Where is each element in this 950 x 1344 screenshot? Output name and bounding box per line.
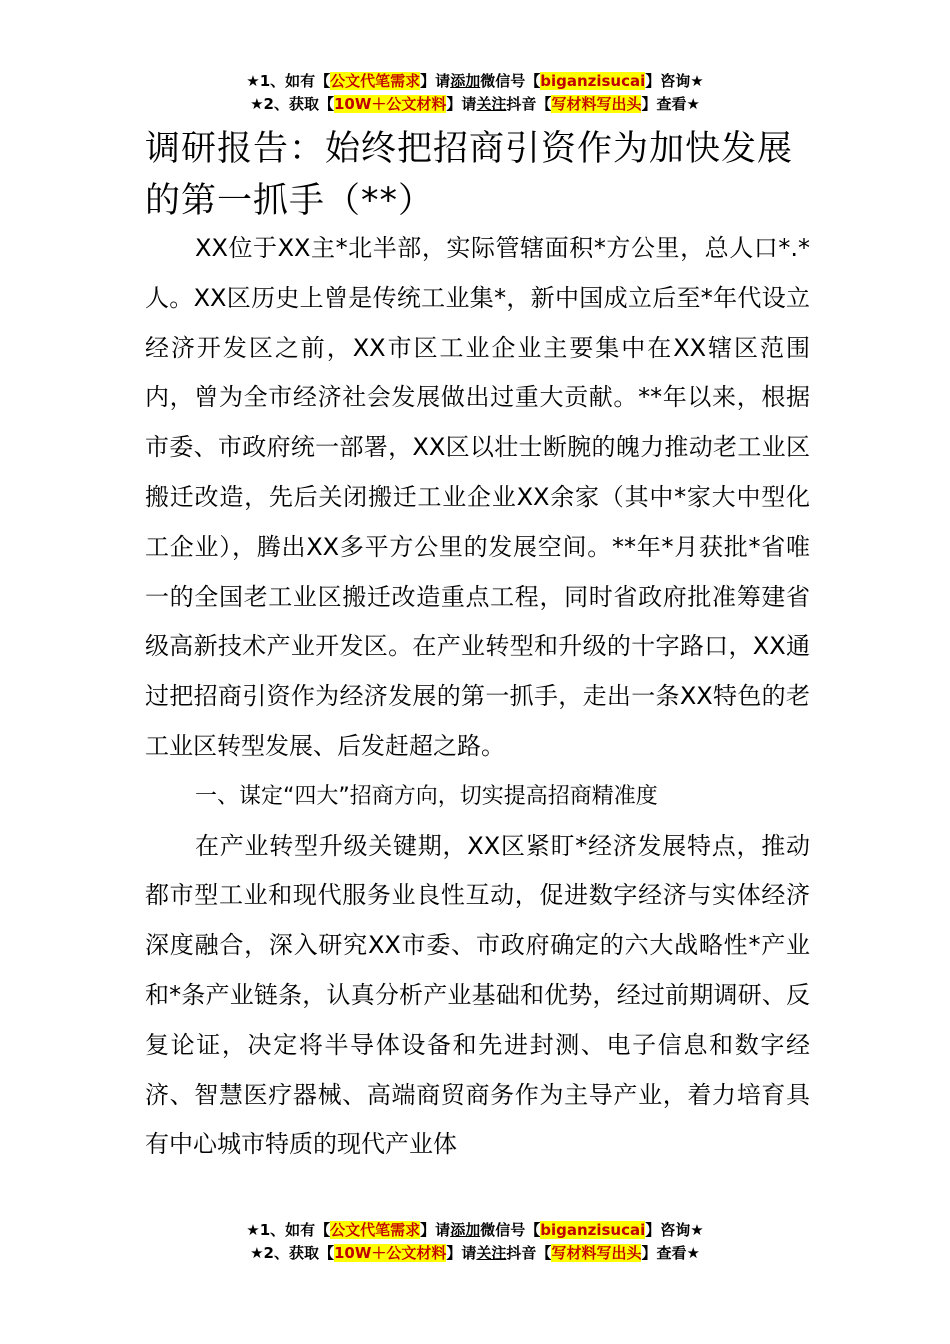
banner-text: 】查看★ bbox=[641, 1244, 700, 1262]
banner-highlight: 公文代笔需求 bbox=[330, 1221, 421, 1239]
footer-banner-line-2 bbox=[0, 1242, 950, 1264]
banner-text: 】咨询★ bbox=[645, 72, 704, 90]
banner-underline: 关注 bbox=[476, 95, 507, 113]
banner-highlight: 10W＋公文材料 bbox=[333, 1244, 447, 1262]
paragraph-intro: XX位于XX主*北半部，实际管辖面积*方公里，总人口*.*人。XX区历史上曾是传统工业集*，新中国成立后至*年代设立经济开发区之前，XX市区工业企业主要集中在XX辖区范围内，曾为全市经济社会发展做出过重大贡献。**年以来，根据市委、市政府统一部署，XX区以壮士断腕的魄力推动老工业区搬迁改造，先后关闭搬迁工业企业XX余家（其中*家大中型化工企业），腾出XX多平方公里的发展空间。**年*月获批*省唯一的全国老工业区搬迁改造重点工程，同时省政府批准筹建省级高新技术产业开发区。在产业转型和升级的十字路口，XX通过把招商引资作为经济发展的第一抓手，走出一条XX特色的老工业区转型发展、后发赶超之路。 bbox=[145, 234, 810, 760]
banner-underline: 添加 bbox=[450, 72, 481, 90]
paragraph-section-1: 在产业转型升级关键期，XX区紧盯*经济发展特点，推动都市型工业和现代服务业良性互动，促进数字经济与实体经济深度融合，深入研究XX市委、市政府确定的六大战略性*产业和*条产业链条，认真分析产业基础和优势，经过前期调研、反复论证，决定将半导体设备和先进封测、电子信息和数字经济、智慧医疗器械、高端商贸商务作为主导产业，着力培育具有中心城市特质的现代产业体 bbox=[145, 831, 810, 1159]
document-title: 调研报告：始终把招商引资作为加快发展的第一抓手（**） bbox=[145, 129, 794, 221]
section-heading: 一、谋定“四大”招商方向，切实提高招商精准度 bbox=[195, 783, 658, 809]
banner-highlight: 公文代笔需求 bbox=[330, 72, 421, 90]
header-banner-line-1 bbox=[0, 70, 950, 92]
banner-underline: 添加 bbox=[450, 1221, 481, 1239]
document-body bbox=[145, 224, 810, 1170]
banner-text: ★2、获取【 bbox=[250, 1244, 334, 1262]
banner-underline: 关注 bbox=[476, 1244, 507, 1262]
banner-text: 】请 bbox=[420, 72, 451, 90]
banner-text: ★2、获取【 bbox=[250, 95, 334, 113]
banner-text: 抖音【 bbox=[506, 1244, 552, 1262]
banner-text: 】请 bbox=[446, 95, 477, 113]
banner-text: 抖音【 bbox=[506, 95, 552, 113]
banner-text: ★1、如有【 bbox=[246, 72, 331, 90]
banner-text: 】请 bbox=[420, 1221, 451, 1239]
banner-text: 微信号【 bbox=[480, 1221, 541, 1239]
banner-text: 】查看★ bbox=[641, 95, 700, 113]
banner-text: 】咨询★ bbox=[645, 1221, 704, 1239]
banner-highlight: 10W＋公文材料 bbox=[333, 95, 447, 113]
banner-text: 微信号【 bbox=[480, 72, 541, 90]
banner-highlight: biganzisucai bbox=[540, 72, 646, 90]
banner-highlight: 写材料写出头 bbox=[551, 95, 642, 113]
banner-text: ★1、如有【 bbox=[246, 1221, 331, 1239]
footer-banner-line-1 bbox=[0, 1219, 950, 1241]
banner-highlight: 写材料写出头 bbox=[551, 1244, 642, 1262]
banner-text: 】请 bbox=[446, 1244, 477, 1262]
header-banner-line-2 bbox=[0, 93, 950, 115]
banner-highlight: biganzisucai bbox=[540, 1221, 646, 1239]
